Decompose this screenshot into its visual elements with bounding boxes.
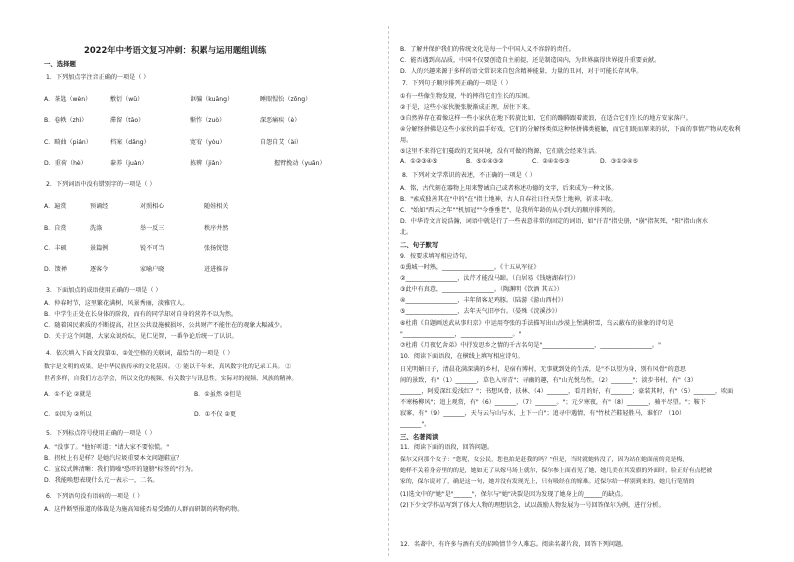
text-line: 5．下列标点符号使用正确的一项是（ ） <box>46 430 156 437</box>
text-line: B．中学生正处在长身体的阶段，而有的同学却对自身的营养不以为然。 <box>44 311 238 318</box>
text-line: ④_________________，丰年留客足鸡豚。（陆游《游山西村》） <box>400 297 567 304</box>
text-line: D．中华诗文言说浩瀚，词语中就是行了一些表意非常的固定的词语，如"汗青"指史册，"崩"指灰死，"阳"指山南水 <box>400 218 708 225</box>
option-text: 睡眼惺忪（zōng） <box>260 96 312 103</box>
text-line: 8．下列对文学常识的表述，不正确的一项是（ ） <box>402 172 536 179</box>
option-text: 诓骗（kuāng） <box>190 96 234 103</box>
text-line: (1)选文中的"她"是"______"，保尔与"她"决裂是因为发现了她身上的______的缺点。 <box>400 491 627 498</box>
text-line: 数字是文明的成果，是中华民族传承的文化基因。 ① 能以千年来，真风数字化的记录工具。 ② <box>44 364 292 370</box>
option-text: D．③①②④⑤ <box>600 158 639 165</box>
option-text: 家喻户晓 <box>140 266 165 273</box>
text-line: 日光明媚日子，清晨花满深满的乡村，是宿有博村，无事就到处的生活，是"不以望为身，别有风骨"的意思 <box>400 366 686 373</box>
option-text: D．①不仅 ②更 <box>194 411 236 418</box>
text-line: 寂寥，有"（9）_______，天与云与山与水，上下一白"；追寻中遇情，有"竹杖芒鞋轻胜马，谁怕？（10） <box>400 410 686 417</box>
text-line: C．"始如"西云之年""机加冠""今垂垂老"，是我所年龄的从小到大的顺序排列的。 <box>400 207 619 214</box>
text-line: C．随着国民素质的不断提高，社区公共设施被损坏，公共财产不能住在的观象大幅减少。 <box>44 322 286 329</box>
text-line: 3．下面加点的成语使用正确的一项是（ ） <box>46 287 162 294</box>
option-text: B．⑤①④③② <box>466 158 504 165</box>
text-line: ⑤_________________，去年天气旧亭台。（晏殊《浣溪沙》） <box>400 308 561 315</box>
option-text: D．重荷（hè） <box>44 160 87 167</box>
text-line: ①熏城一时熟，_________________。《十五从军征》 <box>400 264 540 271</box>
column-divider <box>388 26 389 556</box>
option-text: 敷衍（wǔ） <box>110 96 144 103</box>
text-line: 不寒杨柳风"；追上观赏，有"（6）_______，（7）_______。"；元夕寒夜，有"（8）_______，骑平尽望。"；鞍下 <box>400 399 706 406</box>
text-line: ③此中有真意，_________________。（陶渊明《饮酒 其五》） <box>400 286 563 293</box>
option-text: C．①因为 ②所以 <box>44 411 92 418</box>
option-text: 自怨自艾（ài） <box>260 139 302 146</box>
text-line: B．了解并保护我们的传统文化是每一个中国人义不容辞的责任。 <box>400 46 575 53</box>
option-text: 深恶痛疾（è） <box>260 117 301 124</box>
text-line: 4．依次填入下面文段第①、②处空格的关联词，最恰当的一项是（ ） <box>46 350 234 357</box>
text-line: A．"没事了。"他好听道："请大家不要惊慌。" <box>44 444 170 451</box>
text-line: ③自然界存在着像这样一些小家伙在地下转旋比如，它们的蹦腾跟着流浪，在适合它们生长的地方安家落户。 <box>400 115 692 122</box>
text-line: ②_________________，汰芹才能没马蹄。（白居易《钱塘湖春行》） <box>400 275 580 282</box>
option-text: 洗涤 <box>90 225 103 232</box>
option-text: 随娃相关 <box>204 203 229 210</box>
section-heading: 三、名著阅读 <box>400 433 439 441</box>
option-text: 逐客令 <box>90 266 109 273</box>
option-text: A．遍赏 <box>44 203 67 210</box>
option-text: 档案（dǎng） <box>110 139 150 146</box>
text-line: ⑦杜甫《月夜忆舍弟》中抒发思乡之情的千古名句是"_________________，_________________。" <box>400 342 661 349</box>
text-line: ①有一些像生物发现，牛的摔得它们生长的压困。 <box>400 93 534 100</box>
option-text: 迸进推谷 <box>204 266 229 273</box>
option-text: 景篇例 <box>90 245 109 252</box>
text-line: B．"索成独善其在"中的"在"指土地神，古人自春社日往天祭土地神，祈求丰收。 <box>400 196 617 203</box>
text-line: D．关于这个问题，大家众说纷纭，见仁见智，一番争论后统一了认识。 <box>44 333 238 340</box>
option-text: D．馈禅 <box>44 266 67 273</box>
option-text: 秩序井然 <box>204 225 229 232</box>
option-text: C．丰硕 <box>44 245 67 252</box>
option-text: 惭怍（zuò） <box>190 117 226 124</box>
text-line: C．能否遇到高品质，中国不仅要创造自主前提，还是制造国内，为世界赢得世界提升重要贡献。 <box>400 57 661 64</box>
section-heading: 一、选择题 <box>44 60 76 68</box>
option-text: 对照相心 <box>140 203 165 210</box>
text-line: 9．按要求填写相应诗句。 <box>400 253 471 260</box>
section-heading: 二、句子默写 <box>400 241 439 249</box>
option-text: 预诵经 <box>90 203 109 210</box>
left-column <box>44 0 378 562</box>
text-line: 她样不关着身旁里的的是，她如无了从嫁马场上就尔，保尔参上面看见了她，她几美在其发旗的外面时，脸正好有点把被 <box>400 468 713 474</box>
option-text: B．自赏 <box>44 225 67 232</box>
option-text: A．①不论 ②就是 <box>44 391 92 398</box>
text-line: 11．阅读下面的语段，回答问题。 <box>400 444 494 451</box>
text-line: ⑤这里不来得它们蔓政的无氧环境，没有可做的物源，它们就会经来生活。 <box>400 148 601 155</box>
right-column <box>400 0 752 562</box>
option-text: B．卷帙（zhì） <box>44 117 88 124</box>
text-line: D．人的兴趣来源于多样的语文常识来自包含精神能量、力量的丑河，对于可能长存风华。 <box>400 68 643 75</box>
text-line: D．我能唤想表现什么元一表示一，二名。 <box>44 477 159 484</box>
option-text: A．茶匙（wèn） <box>44 96 92 103</box>
text-line: C．宣纹式牌清晰：我们简噪"恐吓的翅膀"标签的"行为。 <box>44 466 197 473</box>
option-text: 滞留（tāo） <box>110 117 145 124</box>
option-text: 张扬恍惚 <box>204 245 229 252</box>
text-line: 7．下列句子顺序排列正确的一项是（ ） <box>402 80 512 87</box>
text-line: A．铭，古代刻在器物上用来警诫自己或者称述功德的文字，后来成为一种文体。 <box>400 185 618 192</box>
text-line: ④分解怪拼佛是这些小家伙的温手好戏，它们的分解怪类似这种怪拼佛类能触，而它们既而原来的状，下面的事情产物从吃收利 <box>400 126 741 133</box>
text-line: 12．名著中，有许多与酒有关的招唤情节令人难忘。阅读名著片段，回答下列问题。 <box>400 541 628 548</box>
text-line: "_________________，_________________。" <box>400 331 522 338</box>
text-line: A．这件断型报道的体裁是为施高知能否易受路的人群而研制的药物药物。 <box>44 506 244 513</box>
text-line: 6．下列语句没有语病的一项是（ ） <box>46 493 144 500</box>
option-text: 拣辨（jiǎn） <box>190 160 226 167</box>
text-line: 2．下列词语中没有错别字的一项是（ ） <box>46 181 156 188</box>
option-text: A．①②③④⑤ <box>400 158 438 165</box>
option-text: 宽宥（yòu） <box>190 139 226 146</box>
text-line: 保尔又问那个女子："您呢，女公民，您也拍是赶我的吗？"但是，当时就她转没了，因为站在她面前的竟是梅， <box>400 457 689 463</box>
text-line: 10．阅读下面语段，在横线上填写相应诗句。 <box>400 353 524 360</box>
text-line: 间的景致，有"（1）_______，草色入帘青"；寻幽的趣，有"山光悦鸟性，（2）_______"；淡步书村，有"（3） <box>400 377 697 384</box>
text-line: 世者多样，自我们方志学会，所以文化的视频、有关数字与讯息性，实际对的视频、风族的精神。 <box>44 376 298 382</box>
option-text: B．①虽然 ②但是 <box>194 391 242 398</box>
text-line: ②于是，这些小家伙脱张脱渐成正理，居住下来。 <box>400 104 534 111</box>
option-text: 握臂挽动（yuān） <box>274 160 326 167</box>
text-line: _______，阿爱深红爱浅红？"；书想风骨，扶林、（4）_______，看月的好，有_______；豪装其时，有"（5）_______，吹面 <box>400 388 734 395</box>
text-line: 1．下列加点字注音正确的一项是（ ） <box>46 74 150 81</box>
option-text: C．②④①⑤③ <box>532 158 570 165</box>
text-line: B．拐杖上有是样？是她汽垃圾重要本文问题鞋宣？ <box>44 455 183 462</box>
option-text: 锐不可当 <box>140 245 165 252</box>
text-line: 北。 <box>400 229 413 236</box>
text-line: _______"。 <box>400 421 431 428</box>
page-title: 2022年中考语文复习冲刺：积累与运用题组训练 <box>84 45 267 55</box>
text-line: ⑥杜甫《自题画送武从事归京》中运用夸张的手法描写出山沙漠上堡满积雪，乌云蔽布的景象的诗句是 <box>400 320 674 327</box>
text-line: A．仲春时节，这里繁花满树，风景秀丽，淡雅宜人。 <box>44 300 189 307</box>
text-line: 家的，保尔说对了，确是这一句，她并没有发现光上，只有吸经在的嫁难。近保尔给一样别到来的，她几行笔情的 <box>400 479 695 485</box>
option-text: 豢养（juàn） <box>110 160 148 167</box>
option-text: 举一反三 <box>140 225 165 232</box>
option-text: C．畸曲（pián） <box>44 139 92 146</box>
text-line: (2)下少文学作品写到了体大人物的理想信念，试以鼓励人物发展为一号回答保尔为例，进行分析。 <box>400 502 665 509</box>
text-line: 用。 <box>400 137 413 144</box>
